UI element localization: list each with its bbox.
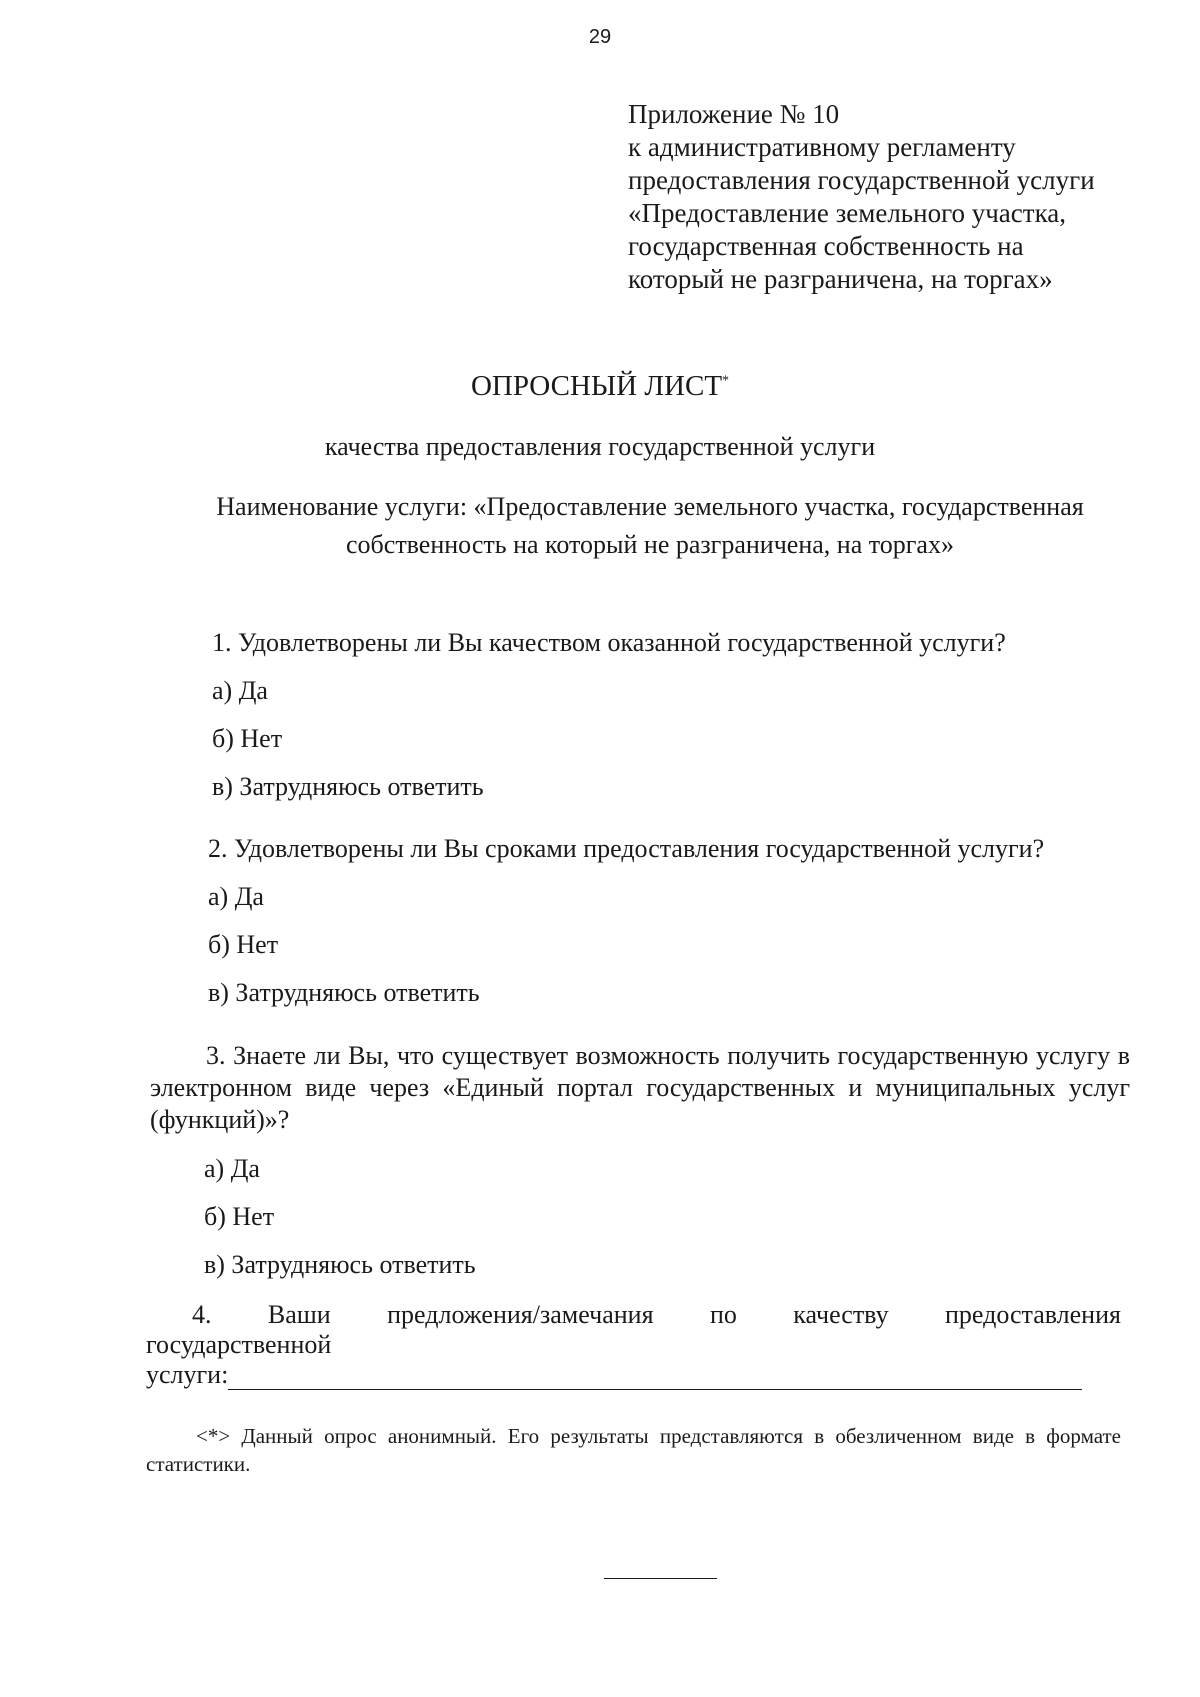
question-text: 1. Удовлетворены ли Вы качеством оказанной государственной услуги? xyxy=(212,628,1006,657)
question-4-first-line xyxy=(146,1300,1121,1330)
answer-options xyxy=(204,1154,1130,1280)
document-subtitle: качества предоставления государственной услуги xyxy=(324,432,876,461)
answer-option-yes: а) Да xyxy=(212,676,268,705)
question-3 xyxy=(150,1040,1130,1280)
answer-option-no: б) Нет xyxy=(212,724,283,753)
service-name-line: собственность на который не разграничена, на торгах» xyxy=(346,530,954,559)
answer-option-yes: а) Да xyxy=(208,882,264,911)
title-footnote-mark: * xyxy=(722,373,730,389)
question-4-word: предоставления xyxy=(944,1300,1121,1329)
question-4-word: 4. xyxy=(192,1300,212,1329)
document-title xyxy=(0,370,1200,403)
question-4-label: услуги: xyxy=(146,1360,229,1389)
question-4-third-line xyxy=(146,1360,1121,1390)
appendix-header xyxy=(628,98,1168,296)
question-text: 2. Удовлетворены ли Вы сроками предоставления государственной услуги? xyxy=(208,834,1045,863)
answer-option-unsure: в) Затрудняюсь ответить xyxy=(204,1250,476,1279)
answer-option-no: б) Нет xyxy=(204,1202,275,1231)
question-2 xyxy=(208,834,1044,1008)
answer-option-unsure: в) Затрудняюсь ответить xyxy=(208,978,480,1007)
answer-option-yes: а) Да xyxy=(204,1154,260,1183)
question-4-second-line: государственной xyxy=(146,1330,332,1359)
service-name xyxy=(170,488,1130,564)
appendix-line: Приложение № 10 xyxy=(628,99,840,129)
answer-blank-line[interactable] xyxy=(228,1363,1082,1390)
question-text: 3. Знаете ли Вы, что существует возможность получить государственную услугу в электронном виде через «Единый портал государственных и муниципальных услуг (функций)»? xyxy=(150,1041,1130,1134)
page-number: 29 xyxy=(588,26,612,48)
end-divider xyxy=(604,1578,717,1579)
question-4 xyxy=(146,1300,1121,1390)
answer-option-unsure: в) Затрудняюсь ответить xyxy=(212,772,484,801)
answer-option-no: б) Нет xyxy=(208,930,279,959)
question-4-word: Ваши xyxy=(267,1300,331,1329)
question-1 xyxy=(212,628,1006,802)
appendix-line: к административному регламенту xyxy=(628,132,1016,162)
question-4-word: предложения/замечания xyxy=(387,1300,654,1329)
question-4-word: по xyxy=(709,1300,737,1329)
appendix-line: который не разграничена, на торгах» xyxy=(628,264,1053,294)
document-title-text: ОПРОСНЫЙ ЛИСТ xyxy=(470,370,723,402)
question-4-word: качеству xyxy=(793,1300,889,1329)
appendix-line: предоставления государственной услуги xyxy=(628,165,1095,195)
service-name-line: Наименование услуги: «Предоставление земельного участка, государственная xyxy=(216,492,1084,521)
appendix-line: «Предоставление земельного участка, xyxy=(628,198,1067,228)
footnote: <*> Данный опрос анонимный. Его результаты представляются в обезличенном виде в формате статистики. xyxy=(146,1424,1121,1476)
appendix-line: государственная собственность на xyxy=(628,231,1024,261)
